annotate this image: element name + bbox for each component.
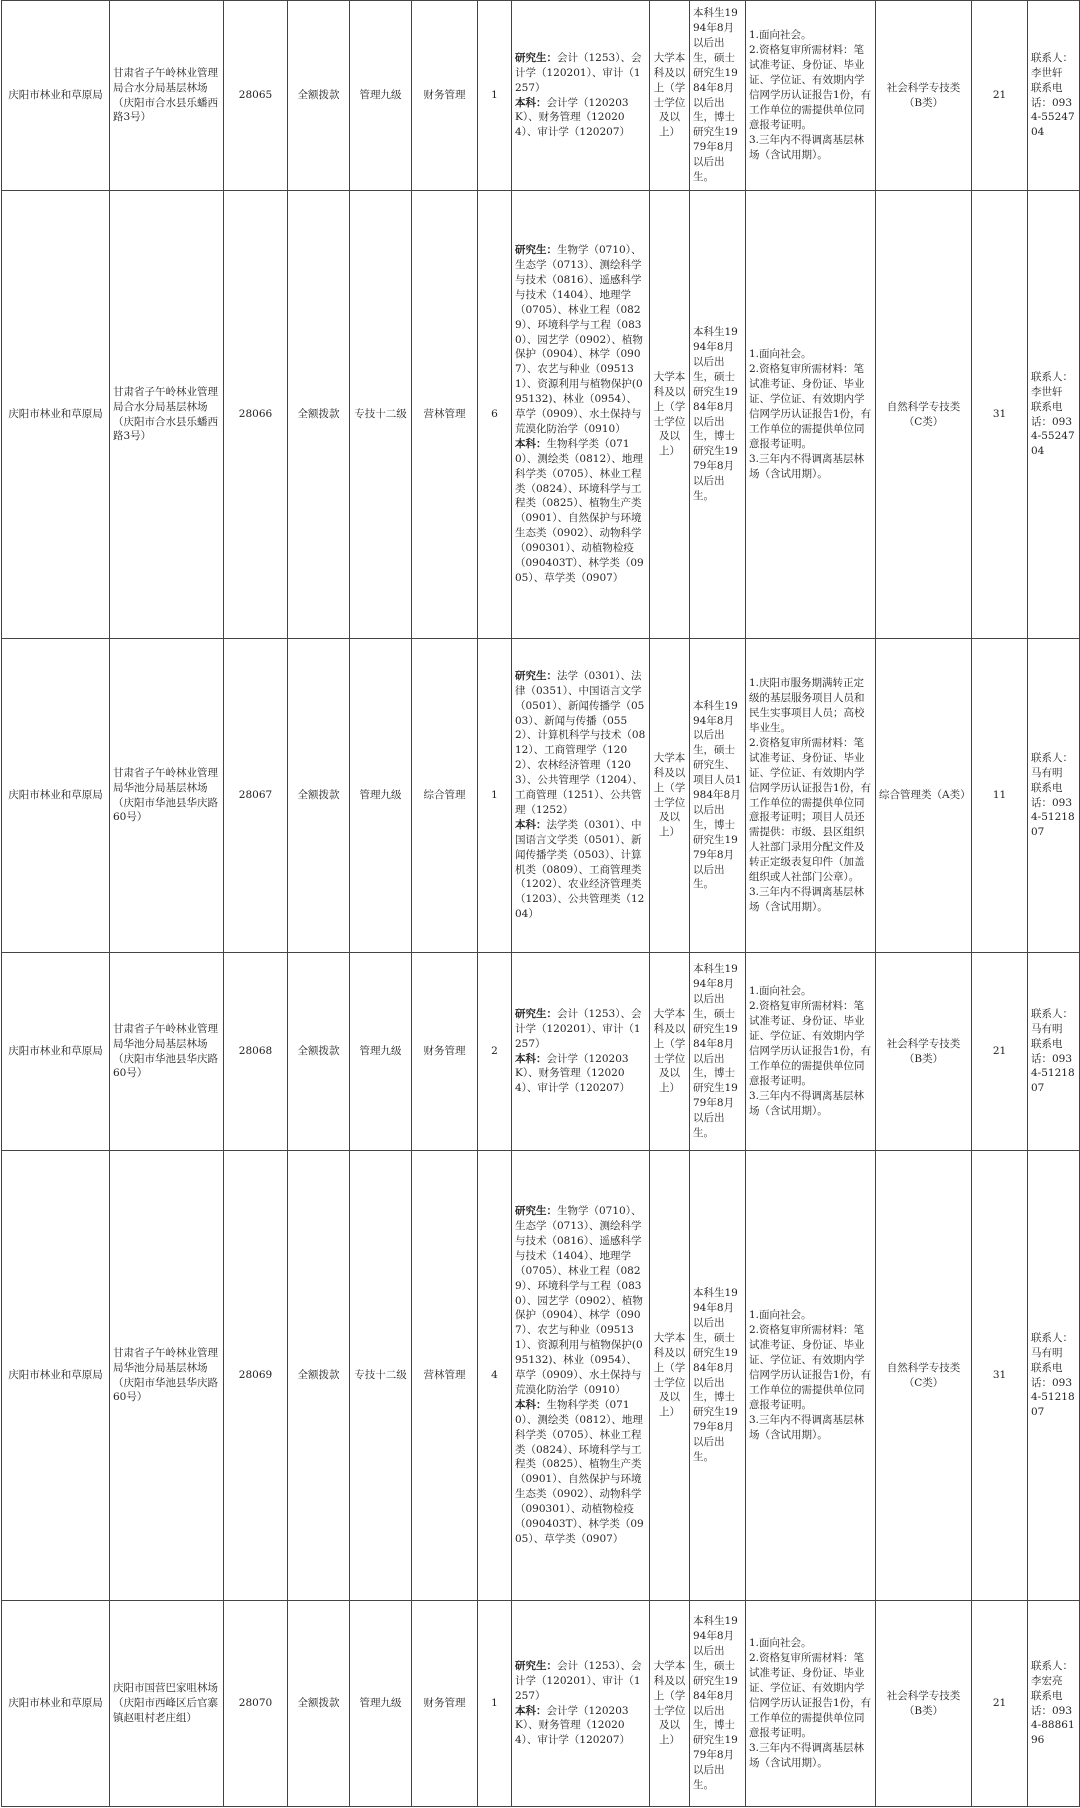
undergrad-majors: 生物科学类（0710）、测绘类（0812）、地理科学类（0705）、林业工程类（0824）、环境科学与工程类（0825）、植物生产类（0901）、自然保护与环境生态类（0902）、动物科学（090301）、动植物检疫（090403T）、林学类（0905）、草学类（0907） — [515, 1398, 644, 1546]
contact-cell: 联系人：李世轩 联系电话：0934-5524704 — [1028, 191, 1080, 639]
post-code-cell: 28067 — [224, 639, 288, 953]
contact-cell: 联系人：李宏亮 联系电话：0934-8886196 — [1028, 1601, 1080, 1807]
major-cell — [512, 1151, 650, 1601]
post-name-cell: 财务管理 — [412, 1, 478, 191]
post-level-cell: 管理九级 — [350, 953, 412, 1151]
other-requirements-cell: 1.面向社会。 2.资格复审所需材料：笔试准考证、身份证、毕业证、学位证、有效期内学信网学历认证报告1份，有工作单位的需提供单位同意报考证明。 3.三年内不得调离基层林场（含试用期）。 — [746, 1151, 876, 1601]
major-cell — [512, 953, 650, 1151]
table-row — [2, 191, 1080, 639]
unit-cell: 甘肃省子午岭林业管理局合水分局基层林场（庆阳市合水县乐蟠西路3号） — [110, 1, 224, 191]
post-level-cell: 管理九级 — [350, 639, 412, 953]
undergrad-majors: 会计学（120203K）、财务管理（120204）、审计学（120207） — [515, 1052, 631, 1095]
major-cell — [512, 1, 650, 191]
grad-label: 研究生： — [515, 669, 557, 682]
table-row — [2, 1151, 1080, 1601]
grad-majors: 法学（0301）、法律（0351）、中国语言文学（0501）、新闻传播学（0503）、新闻与传播（0552）、计算机科学与技术（0812）、工商管理学（1202）、农林经济管理（1203）、公共管理学（1204）、工商管理（1251）、公共管理（1252） — [515, 669, 646, 816]
other-requirements-cell: 1.面向社会。 2.资格复审所需材料：笔试准考证、身份证、毕业证、学位证、有效期内学信网学历认证报告1份，有工作单位的需提供单位同意报考证明。 3.三年内不得调离基层林场（含试用期）。 — [746, 953, 876, 1151]
post-name-cell: 财务管理 — [412, 953, 478, 1151]
grad-majors: 会计（1253）、会计学（120201）、审计（1257） — [515, 1659, 642, 1702]
post-level-cell: 管理九级 — [350, 1, 412, 191]
post-name-cell: 综合管理 — [412, 639, 478, 953]
headcount-cell: 6 — [478, 191, 512, 639]
education-cell: 大学本科及以上（学士学位及以上） — [650, 1601, 690, 1807]
post-name-cell: 营林管理 — [412, 1151, 478, 1601]
exam-type-cell: 自然科学专技类（C类） — [876, 191, 972, 639]
post-level-cell: 专技十二级 — [350, 191, 412, 639]
undergrad-label: 本科： — [515, 1704, 547, 1717]
education-cell: 大学本科及以上（学士学位及以上） — [650, 1, 690, 191]
exam-type-cell: 社会科学专技类（B类） — [876, 1601, 972, 1807]
age-cell: 本科生1994年8月以后出生，硕士研究生1984年8月以后出生，博士研究生1979年8月以后出生。 — [690, 191, 746, 639]
employer-cell: 庆阳市林业和草原局 — [2, 191, 110, 639]
headcount-cell: 1 — [478, 1, 512, 191]
undergrad-majors: 会计学（120203K）、财务管理（120204）、审计学（120207） — [515, 1704, 631, 1747]
exam-code-cell: 31 — [972, 1151, 1028, 1601]
undergrad-label: 本科： — [515, 96, 547, 109]
education-cell: 大学本科及以上（学士学位及以上） — [650, 953, 690, 1151]
grad-label: 研究生： — [515, 1205, 557, 1218]
age-cell: 本科生1994年8月以后出生，硕士研究生1984年8月以后出生，博士研究生1979年8月以后出生。 — [690, 1, 746, 191]
headcount-cell: 4 — [478, 1151, 512, 1601]
table-row — [2, 1601, 1080, 1807]
funding-cell: 全额拨款 — [288, 953, 350, 1151]
undergrad-label: 本科： — [515, 437, 547, 450]
post-name-cell: 营林管理 — [412, 191, 478, 639]
other-requirements-cell: 1.面向社会。 2.资格复审所需材料：笔试准考证、身份证、毕业证、学位证、有效期内学信网学历认证报告1份，有工作单位的需提供单位同意报考证明。 3.三年内不得调离基层林场（含试用期）。 — [746, 1, 876, 191]
funding-cell: 全额拨款 — [288, 1601, 350, 1807]
undergrad-majors: 法学类（0301）、中国语言文学类（0501）、新闻传播学类（0503）、计算机类（0809）、工商管理类（1202）、农业经济管理类（1203）、公共管理类（1204） — [515, 818, 645, 921]
grad-majors: 会计（1253）、会计学（120201）、审计（1257） — [515, 1007, 642, 1050]
age-cell: 本科生1994年8月以后出生，硕士研究生、项目人员1984年8月以后出生，博士研究生1979年8月以后出生。 — [690, 639, 746, 953]
funding-cell: 全额拨款 — [288, 191, 350, 639]
exam-code-cell: 21 — [972, 953, 1028, 1151]
age-cell: 本科生1994年8月以后出生，硕士研究生1984年8月以后出生，博士研究生1979年8月以后出生。 — [690, 953, 746, 1151]
unit-cell: 甘肃省子午岭林业管理局华池分局基层林场（庆阳市华池县华庆路60号） — [110, 1151, 224, 1601]
exam-code-cell: 21 — [972, 1601, 1028, 1807]
headcount-cell: 2 — [478, 953, 512, 1151]
contact-cell: 联系人：马有明 联系电话：0934-5121807 — [1028, 1151, 1080, 1601]
undergrad-majors: 会计学（120203K）、财务管理（120204）、审计学（120207） — [515, 96, 631, 139]
employer-cell: 庆阳市林业和草原局 — [2, 1, 110, 191]
post-name-cell: 财务管理 — [412, 1601, 478, 1807]
age-cell: 本科生1994年8月以后出生，硕士研究生1984年8月以后出生，博士研究生1979年8月以后出生。 — [690, 1151, 746, 1601]
other-requirements-cell: 1.庆阳市服务期满转正定级的基层服务项目人员和民生实事项目人员；高校毕业生。 2.资格复审所需材料：笔试准考证、身份证、毕业证、学位证、有效期内学信网学历认证报告1份，有工作单位的需提供单位同意报考证明；项目人员还需提供：市级、县区组织人社部门录用分配文件及转正定级表复印件（加盖组织或人社部门公章）。 3.三年内不得调离基层林场（含试用期）。 — [746, 639, 876, 953]
exam-code-cell: 11 — [972, 639, 1028, 953]
education-cell: 大学本科及以上（学士学位及以上） — [650, 1151, 690, 1601]
exam-type-cell: 社会科学专技类（B类） — [876, 1, 972, 191]
grad-majors: 生物学（0710）、生态学（0713）、测绘科学与技术（0816）、遥感科学与技术（1404）、地理学（0705）、林业工程（0829）、环境科学与工程（0830）、园艺学（0902）、植物保护（0904）、林学（0907）、农艺与种业（095131）、资源利用与植物保护(095132)、林业（0954）、草学（0909）、水土保持与荒漠化防治学（0910） — [515, 244, 643, 435]
headcount-cell: 1 — [478, 1601, 512, 1807]
post-code-cell: 28069 — [224, 1151, 288, 1601]
contact-cell: 联系人：李世轩 联系电话：0934-5524704 — [1028, 1, 1080, 191]
exam-type-cell: 综合管理类（A类） — [876, 639, 972, 953]
employer-cell: 庆阳市林业和草原局 — [2, 639, 110, 953]
funding-cell: 全额拨款 — [288, 1, 350, 191]
undergrad-label: 本科： — [515, 818, 547, 831]
headcount-cell: 1 — [478, 639, 512, 953]
funding-cell: 全额拨款 — [288, 1151, 350, 1601]
contact-cell: 联系人：马有明 联系电话：0934-5121807 — [1028, 639, 1080, 953]
grad-majors: 生物学（0710）、生态学（0713）、测绘科学与技术（0816）、遥感科学与技术（1404）、地理学（0705）、林业工程（0829）、环境科学与工程（0830）、园艺学（0902）、植物保护（0904）、林学（0907）、农艺与种业（095131）、资源利用与植物保护(095132)、林业（0954）、草学（0909）、水土保持与荒漠化防治学（0910） — [515, 1205, 643, 1396]
table-row — [2, 1, 1080, 191]
employer-cell: 庆阳市林业和草原局 — [2, 1601, 110, 1807]
major-cell — [512, 639, 650, 953]
unit-cell: 甘肃省子午岭林业管理局合水分局基层林场（庆阳市合水县乐蟠西路3号） — [110, 191, 224, 639]
post-level-cell: 管理九级 — [350, 1601, 412, 1807]
table-row — [2, 639, 1080, 953]
post-level-cell: 专技十二级 — [350, 1151, 412, 1601]
grad-label: 研究生： — [515, 244, 557, 257]
major-cell — [512, 191, 650, 639]
exam-type-cell: 自然科学专技类（C类） — [876, 1151, 972, 1601]
grad-label: 研究生： — [515, 51, 557, 64]
other-requirements-cell: 1.面向社会。 2.资格复审所需材料：笔试准考证、身份证、毕业证、学位证、有效期内学信网学历认证报告1份，有工作单位的需提供单位同意报考证明。 3.三年内不得调离基层林场（含试用期）。 — [746, 1601, 876, 1807]
post-code-cell: 28065 — [224, 1, 288, 191]
age-cell: 本科生1994年8月以后出生，硕士研究生1984年8月以后出生，博士研究生1979年8月以后出生。 — [690, 1601, 746, 1807]
contact-cell: 联系人：马有明 联系电话：0934-5121807 — [1028, 953, 1080, 1151]
unit-cell: 庆阳市国营巴家咀林场（庆阳市西峰区后官寨镇赵咀村老庄组） — [110, 1601, 224, 1807]
major-cell — [512, 1601, 650, 1807]
undergrad-label: 本科： — [515, 1052, 547, 1065]
exam-code-cell: 31 — [972, 191, 1028, 639]
unit-cell: 甘肃省子午岭林业管理局华池分局基层林场（庆阳市华池县华庆路60号） — [110, 639, 224, 953]
other-requirements-cell: 1.面向社会。 2.资格复审所需材料：笔试准考证、身份证、毕业证、学位证、有效期内学信网学历认证报告1份，有工作单位的需提供单位同意报考证明。 3.三年内不得调离基层林场（含试用期）。 — [746, 191, 876, 639]
grad-majors: 会计（1253）、会计学（120201）、审计（1257） — [515, 51, 642, 94]
employer-cell: 庆阳市林业和草原局 — [2, 1151, 110, 1601]
recruitment-table — [1, 0, 1080, 1807]
post-code-cell: 28066 — [224, 191, 288, 639]
exam-type-cell: 社会科学专技类（B类） — [876, 953, 972, 1151]
exam-code-cell: 21 — [972, 1, 1028, 191]
funding-cell: 全额拨款 — [288, 639, 350, 953]
education-cell: 大学本科及以上（学士学位及以上） — [650, 191, 690, 639]
undergrad-label: 本科： — [515, 1398, 547, 1411]
table-row — [2, 953, 1080, 1151]
education-cell: 大学本科及以上（学士学位及以上） — [650, 639, 690, 953]
undergrad-majors: 生物科学类（0710）、测绘类（0812）、地理科学类（0705）、林业工程类（0824）、环境科学与工程类（0825）、植物生产类（0901）、自然保护与环境生态类（0902）、动物科学（090301）、动植物检疫（090403T）、林学类（0905）、草学类（0907） — [515, 437, 644, 585]
employer-cell: 庆阳市林业和草原局 — [2, 953, 110, 1151]
post-code-cell: 28070 — [224, 1601, 288, 1807]
grad-label: 研究生： — [515, 1007, 557, 1020]
grad-label: 研究生： — [515, 1659, 557, 1672]
unit-cell: 甘肃省子午岭林业管理局华池分局基层林场（庆阳市华池县华庆路60号） — [110, 953, 224, 1151]
post-code-cell: 28068 — [224, 953, 288, 1151]
